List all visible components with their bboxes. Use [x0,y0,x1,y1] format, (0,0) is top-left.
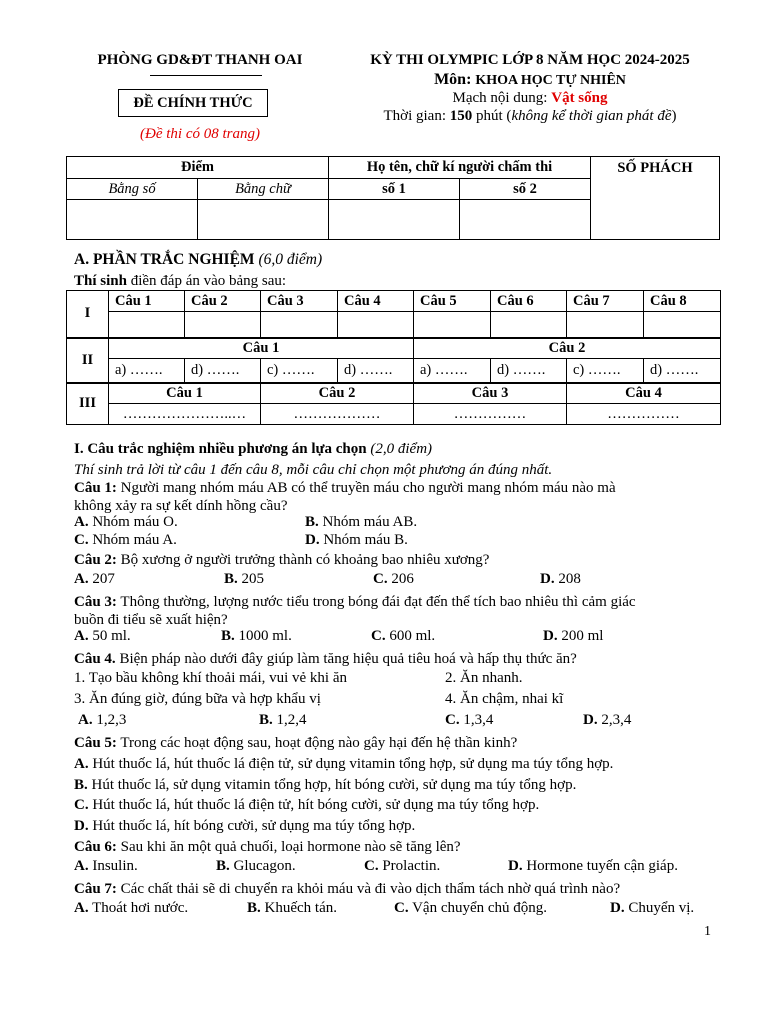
row-ii-label: II [67,338,109,383]
row-ii-cell[interactable]: d) ……. [491,359,567,383]
row-iii-q2: Câu 2 [261,383,414,404]
option-letter: B. [247,900,261,916]
official-exam-box: ĐỀ CHÍNH THỨC [118,89,268,117]
option-text: 1,2,4 [272,712,307,728]
subject-prefix: Môn: [434,71,476,88]
row-i-q2: Câu 2 [185,291,261,312]
option-letter: B. [216,858,230,874]
q1-text-2: không xảy ra sự kết dính hồng cầu? [74,498,288,514]
q4-option-b[interactable] [259,712,307,729]
answer-cell[interactable] [261,312,338,338]
row-ii-cell[interactable]: d) ……. [338,359,414,383]
row-iii-label: III [67,383,109,425]
grader-header: Họ tên, chữ kí người chấm thi [329,157,591,179]
option-text: 207 [88,571,115,587]
question-3 [74,592,708,612]
q5-text: Trong các hoạt động sau, hoạt động nào gây hại đến hệ thần kinh? [116,735,518,751]
option-text: Nhóm máu A. [88,532,177,548]
school-department: PHÒNG GD&ĐT THANH OAI [97,52,303,68]
option-letter: D. [305,532,320,548]
score-header: Điểm [67,157,329,179]
q7-option-d[interactable] [610,900,694,917]
row-iii-blank[interactable]: …………… [414,404,567,425]
row-ii-q1: Câu 1 [109,338,414,359]
q4-item-1: 1. Tạo bầu không khí thoải mái, vui vẻ khi ăn [74,670,348,686]
answer-cell[interactable] [338,312,414,338]
option-letter: C. [74,797,89,813]
q5-option-a[interactable] [74,754,708,774]
q4-item-3: 3. Ăn đúng giờ, đúng bữa và hợp khẩu vị [74,691,321,707]
row-ii-cell[interactable]: a) ……. [414,359,491,383]
option-letter: D. [508,858,523,874]
q4-item-4: 4. Ăn chậm, nhai kĩ [445,691,564,707]
time-suffix: ) [671,108,677,124]
option-letter: A. [74,858,89,874]
grader-2-cell[interactable] [460,200,591,240]
q1-label: Câu 1: [74,480,117,496]
option-text: Nhóm máu O. [88,514,178,530]
option-text: Hút thuốc lá, hút thuốc lá điện tử, hít bóng cười, sử dụng ma túy tổng hợp. [88,797,540,813]
score-by-number: Bằng số [67,179,198,200]
option-text: 208 [554,571,581,587]
q5-option-c[interactable] [74,795,708,815]
option-text: 200 ml [557,628,604,644]
row-i-q3: Câu 3 [261,291,338,312]
answer-cell[interactable] [644,312,721,338]
score-table [66,156,720,240]
option-text: Hút thuốc lá, hút thuốc lá điện tử, sử dụng vitamin tổng hợp, sử dụng ma túy tổng hợp. [88,756,614,772]
question-4 [74,649,708,669]
option-letter: D. [74,818,89,834]
option-text: 1,3,4 [459,712,494,728]
q2-option-c[interactable] [373,571,414,588]
option-text: Nhóm máu AB. [318,514,418,530]
option-letter: C. [373,571,388,587]
option-letter: D. [583,712,598,728]
q6-option-b[interactable] [216,858,296,875]
answer-cell[interactable] [567,312,644,338]
q3-option-b[interactable] [221,628,292,645]
part-1-heading: I. Câu trắc nghiệm nhiều phương án lựa chọn [74,441,371,457]
row-iii-q4: Câu 4 [567,383,721,404]
q5-option-b[interactable] [74,775,708,795]
option-text: 50 ml. [88,628,131,644]
q1-option-c[interactable] [74,532,177,549]
q1-option-a[interactable] [74,514,178,531]
q3-label: Câu 3: [74,594,117,610]
option-letter: A. [74,900,89,916]
q2-text: Bộ xương ở người trưởng thành có khoảng bao nhiêu xương? [116,552,490,568]
q2-option-a[interactable] [74,571,115,588]
row-ii-cell[interactable]: d) ……. [185,359,261,383]
q6-label: Câu 6: [74,839,117,855]
q7-option-b[interactable] [247,900,337,917]
q3-option-d[interactable] [543,628,603,645]
grader-2: số 2 [460,179,591,200]
row-i-q6: Câu 6 [491,291,567,312]
content-line [340,90,720,107]
option-text: Insulin. [88,858,138,874]
q1-option-b[interactable] [305,514,417,531]
option-letter: C. [364,858,379,874]
option-letter: D. [543,628,558,644]
option-letter: D. [610,900,625,916]
q2-option-b[interactable] [224,571,264,588]
grader-1: số 1 [329,179,460,200]
q5-label: Câu 5: [74,735,117,751]
option-text: 1,2,3 [92,712,127,728]
option-letter: A. [74,628,89,644]
option-text: 205 [237,571,265,587]
question-2 [74,550,708,570]
question-6 [74,837,708,857]
option-text: Chuyển vị. [624,900,695,916]
part-1-instruction: Thí sinh trả lời từ câu 1 đến câu 8, mỗi câu chỉ chọn một phương án đúng nhất. [74,462,553,478]
option-letter: B. [224,571,238,587]
time-value: 150 [449,108,473,124]
option-letter: B. [221,628,235,644]
row-ii-q2: Câu 2 [414,338,721,359]
option-letter: C. [74,532,89,548]
option-letter: C. [371,628,386,644]
option-letter: C. [394,900,409,916]
q4-text: Biện pháp nào dưới đây giúp làm tăng hiệu quả tiêu hoá và hấp thụ thức ăn? [115,651,577,667]
part-1-title [74,439,708,459]
q6-option-c[interactable] [364,858,440,875]
option-text: Prolactin. [378,858,441,874]
option-text: Hút thuốc lá, hít bóng cười, sử dụng ma túy tổng hợp. [88,818,416,834]
q4-item-2: 2. Ăn nhanh. [445,670,523,686]
score-by-word: Bằng chữ [198,179,329,200]
row-ii-cell[interactable]: c) ……. [261,359,338,383]
q3-text-2: buồn đi tiểu sẽ xuất hiện? [74,612,228,628]
answer-cell[interactable] [185,312,261,338]
subject-line [340,71,720,89]
question-5 [74,733,708,753]
question-1 [74,478,708,498]
option-letter: A. [74,756,89,772]
q4-option-a[interactable] [78,712,126,729]
content-topic: Vật sống [551,90,608,106]
time-prefix: Thời gian: [383,108,450,124]
row-iii-blank[interactable]: …………………..… [109,404,261,425]
question-7 [74,879,708,899]
score-word-cell[interactable] [198,200,329,240]
option-text: Khuếch tán. [260,900,337,916]
section-a-points: (6,0 điểm) [258,251,323,268]
option-text: 2,3,4 [597,712,632,728]
q7-option-c[interactable] [394,900,547,917]
option-letter: A. [78,712,93,728]
q7-option-a[interactable] [74,900,188,917]
header-underline [150,75,262,76]
option-letter: B. [305,514,319,530]
option-text: Hút thuốc lá, sử dụng vitamin tổng hợp, hít bóng cười, sử dụng ma túy tổng hợp. [87,777,577,793]
q6-option-d[interactable] [508,858,678,875]
grader-1-cell[interactable] [329,200,460,240]
answer-cell[interactable] [109,312,185,338]
option-letter: C. [445,712,460,728]
row-iii-q3: Câu 3 [414,383,567,404]
answer-cell[interactable] [414,312,491,338]
q4-option-c[interactable] [445,712,493,729]
q7-text: Các chất thải sẽ di chuyển ra khỏi máu và đi vào dịch thẩm tách nhờ quá trình nào? [116,881,621,897]
option-letter: D. [540,571,555,587]
time-unit: phút ( [472,108,512,124]
option-text: 1000 ml. [234,628,292,644]
q3-option-a[interactable] [74,628,131,645]
q4-label: Câu 4. [74,651,116,667]
subject: KHOA HỌC TỰ NHIÊN [475,73,626,88]
content-prefix: Mạch nội dung: [452,90,552,106]
option-text: Glucagon. [229,858,296,874]
q2-option-d[interactable] [540,571,581,588]
so-phach-header: SỐ PHÁCH [591,157,720,240]
q4-option-d[interactable] [583,712,631,729]
q5-option-d[interactable] [74,816,708,836]
answer-cell[interactable] [491,312,567,338]
q3-option-c[interactable] [371,628,435,645]
score-number-cell[interactable] [67,200,198,240]
row-i-q1: Câu 1 [109,291,185,312]
q1-text-1: Người mang nhóm máu AB có thể truyền máu cho người mang nhóm máu nào mà [116,480,616,496]
pages-note: (Đề thi có 08 trang) [140,126,260,142]
section-a-instruction [74,271,708,291]
q3-text-1: Thông thường, lượng nước tiểu trong bóng đái đạt đến thể tích bao nhiêu thì cảm giác [116,594,636,610]
option-text: Nhóm máu B. [319,532,408,548]
row-ii-cell[interactable]: c) ……. [567,359,644,383]
row-iii-blank[interactable]: ……………… [261,404,414,425]
option-letter: A. [74,571,89,587]
row-i-q8: Câu 8 [644,291,721,312]
row-ii-cell[interactable]: d) ……. [644,359,721,383]
option-text: Vận chuyển chủ động. [408,900,548,916]
row-i-q7: Câu 7 [567,291,644,312]
section-a-heading: A. PHẦN TRẮC NGHIỆM [74,251,259,268]
q6-text: Sau khi ăn một quả chuối, loại hormone nào sẽ tăng lên? [116,839,461,855]
q6-option-a[interactable] [74,858,138,875]
option-letter: B. [74,777,88,793]
answer-table [66,290,721,425]
time-line [340,108,720,125]
q7-label: Câu 7: [74,881,117,897]
time-note: không kể thời gian phát đề [511,108,672,124]
option-text: 600 ml. [385,628,436,644]
section-a-title [74,250,708,270]
row-ii-cell[interactable]: a) ……. [109,359,185,383]
part-1-points: (2,0 điểm) [370,441,433,457]
option-letter: A. [74,514,89,530]
option-letter: B. [259,712,273,728]
instruction-bold: Thí sinh [74,273,127,289]
row-i-q5: Câu 5 [414,291,491,312]
q1-option-d[interactable] [305,532,408,549]
option-text: Hormone tuyến cận giáp. [522,858,678,874]
option-text: Thoát hơi nước. [88,900,189,916]
row-iii-q1: Câu 1 [109,383,261,404]
page-number: 1 [704,924,711,939]
row-i-label: I [67,291,109,338]
option-text: 206 [387,571,414,587]
instruction-text: điền đáp án vào bảng sau: [126,273,287,289]
exam-title: KỲ THI OLYMPIC LỚP 8 NĂM HỌC 2024-2025 [370,52,690,68]
row-iii-blank[interactable]: …………… [567,404,721,425]
row-i-q4: Câu 4 [338,291,414,312]
q2-label: Câu 2: [74,552,117,568]
